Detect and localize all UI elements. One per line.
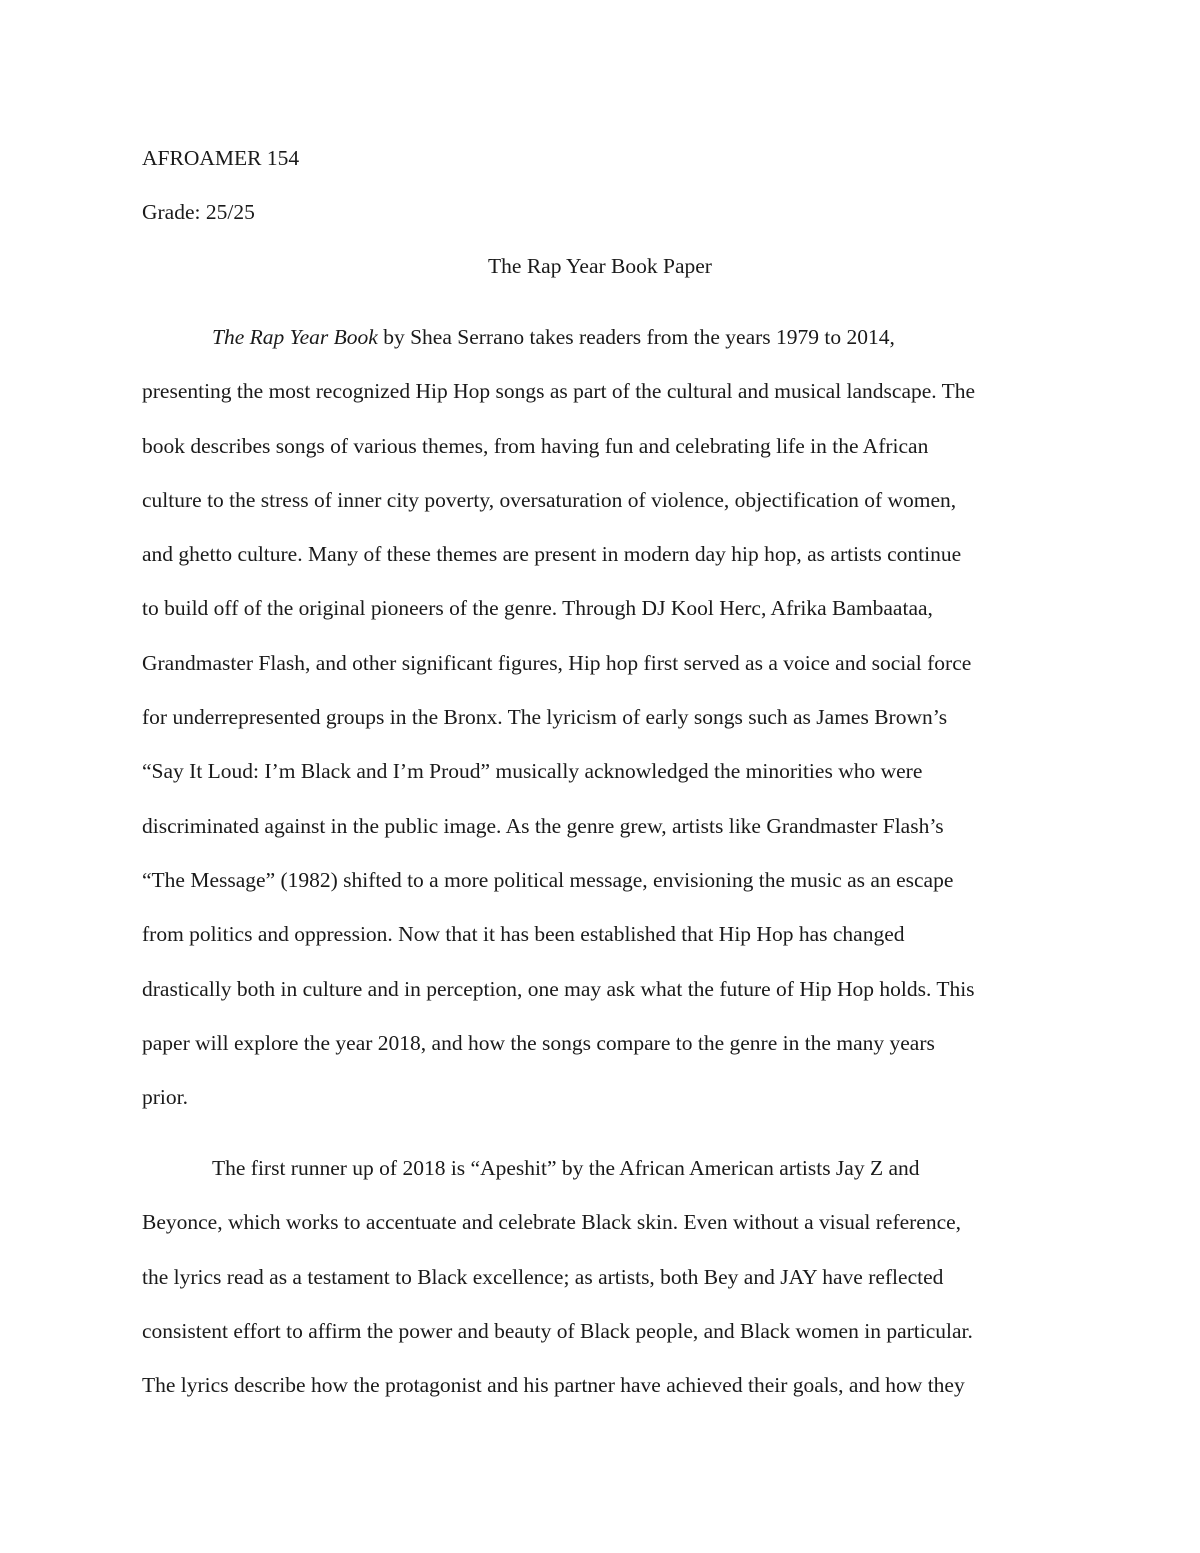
paragraph-line: prior. [142,1085,188,1110]
paragraph-line [142,324,1058,378]
paragraph-line: Beyonce, which works to accentuate and celebrate Black skin. Even without a visual reference, [142,1210,962,1235]
paragraph-line: the lyrics read as a testament to Black excellence; as artists, both Bey and JAY have reflected [142,1264,944,1289]
grade-line: Grade: 25/25 [142,200,255,224]
paragraph-line: Grandmaster Flash, and other significant figures, Hip hop first served as a voice and social force [142,650,972,675]
paragraph-apeshit [142,1155,1058,1398]
paragraph-line: “Say It Loud: I’m Black and I’m Proud” musically acknowledged the minorities who were [142,759,923,784]
paragraph-line: book describes songs of various themes, from having fun and celebrating life in the African [142,433,929,458]
book-title: The Rap Year Book [212,325,378,349]
line-text: by Shea Serrano takes readers from the years 1979 to 2014, [377,325,895,349]
paragraph-line: The lyrics describe how the protagonist and his partner have achieved their goals, and how they [142,1373,965,1398]
paragraph-line: for underrepresented groups in the Bronx. The lyricism of early songs such as James Brown’s [142,705,948,730]
paragraph-line: The first runner up of 2018 is “Apeshit” by the African American artists Jay Z and [212,1156,920,1180]
paragraph-line: to build off of the original pioneers of the genre. Through DJ Kool Herc, Afrika Bambaataa, [142,596,933,621]
paragraph-line: discriminated against in the public image. As the genre grew, artists like Grandmaster Flash’s [142,813,944,838]
paper-title: The Rap Year Book Paper [488,254,712,278]
paragraph-line: culture to the stress of inner city poverty, oversaturation of violence, objectification of women, [142,487,957,512]
paragraph-line: paper will explore the year 2018, and how the songs compare to the genre in the many years [142,1030,935,1055]
paragraph-line: from politics and oppression. Now that it has been established that Hip Hop has changed [142,922,905,947]
paragraph-line: consistent effort to affirm the power and beauty of Black people, and Black women in particular. [142,1318,973,1343]
paragraph-line: and ghetto culture. Many of these themes are present in modern day hip hop, as artists continue [142,542,962,567]
course-code: AFROAMER 154 [142,146,300,170]
paragraph-line: presenting the most recognized Hip Hop songs as part of the cultural and musical landscape. The [142,379,976,404]
paragraph-line: “The Message” (1982) shifted to a more political message, envisioning the music as an escape [142,867,954,892]
paragraph-line: drastically both in culture and in perception, one may ask what the future of Hip Hop holds. This [142,976,975,1001]
paragraph-intro [142,324,1058,1110]
